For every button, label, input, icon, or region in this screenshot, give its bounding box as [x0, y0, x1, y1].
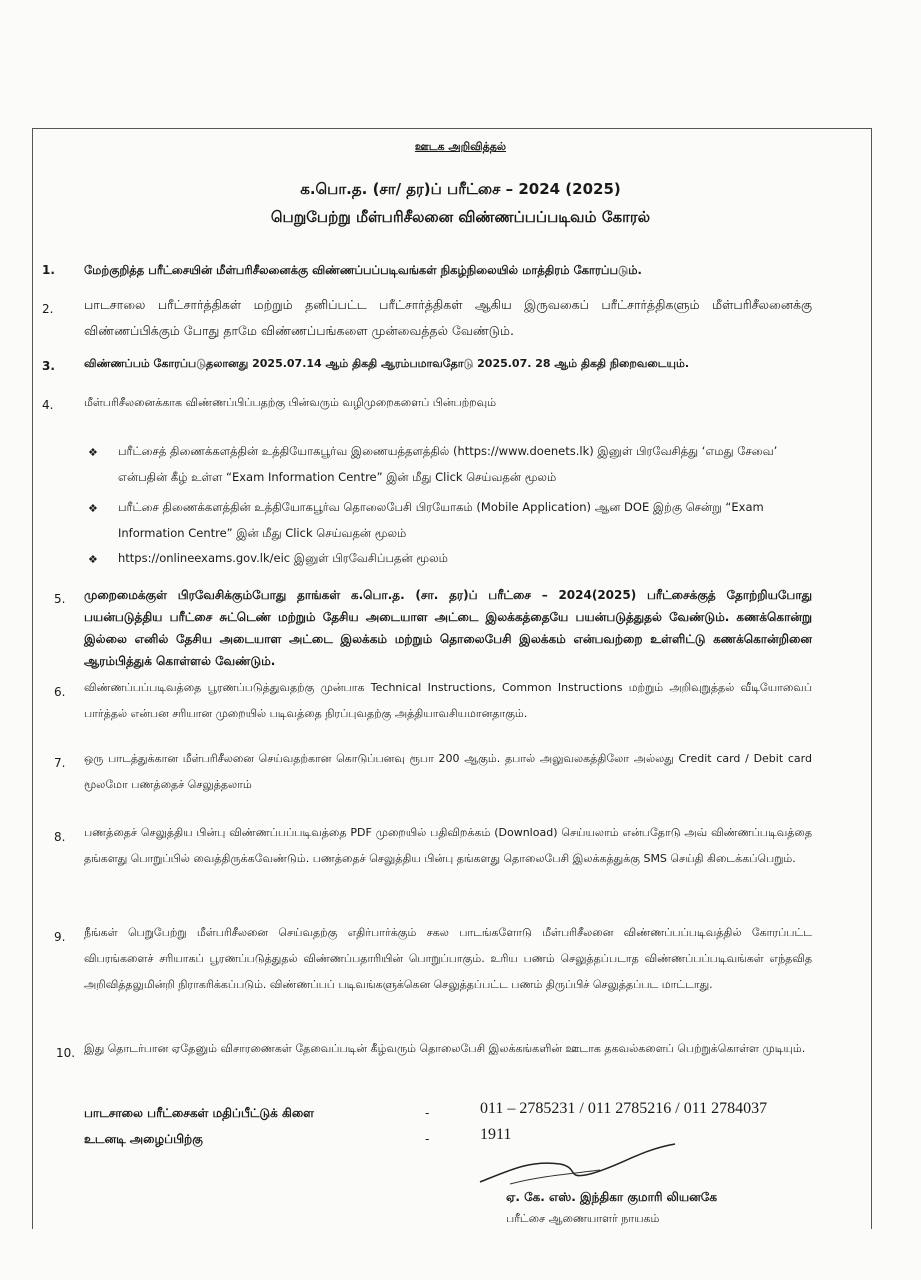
item-2-text: பாடசாலை பரீட்சார்த்திகள் மற்றும் தனிப்பட்ட பரீட்சார்த்திகள் ஆகிய இருவகைப் பரீட்சார்த்திகளும் மீள்பரிசீலனைக்கு விண்ணப்பிக்கும் போது தாமே விண்ணப்பங்களை முன்வைத்தல் வேண்டும். — [84, 297, 812, 338]
item-6-text: விண்ணப்பப்படிவத்தை பூரணப்படுத்துவதற்கு முன்பாக Technical Instructions, Common Instructions மற்றும் அறிவுறுத்தல் வீடியோவைப் பார்த்தல் என்பன சரியான முறையில் படிவத்தை நிரப்புவதற்கு அத்தியாவசியமானதாகும். — [84, 681, 812, 720]
item-number: 6. — [54, 685, 66, 699]
contact-separator: - — [425, 1106, 430, 1120]
item-8-text: பணத்தைச் செலுத்திய பின்பு விண்ணப்பப்படிவத்தை PDF முறையில் பதிவிறக்கம் (Download) செய்யலாம் என்பதோடு அவ் விண்ணப்படிவத்தை தங்களது பொறுப்பில் வைத்திருக்கவேண்டும். பணத்தைச் செலுத்திய பின்பு தங்களது தொலைபேசி இலக்கத்துக்கு SMS செய்தி கிடைக்கப்பெறும். — [84, 826, 812, 865]
item-1-text: மேற்குறித்த பரீட்சையின் மீள்பரிசீலனைக்கு விண்ணப்பப்படிவங்கள் நிகழ்நிலையில் மாத்திரம் கோரப்படும். — [84, 263, 642, 277]
item-4-text: மீள்பரிசீலனைக்காக விண்ணப்பிப்பதற்கு பின்வரும் வழிமுறைகளைப் பின்பற்றவும் — [84, 396, 497, 409]
diamond-bullet-icon: ❖ — [88, 502, 98, 515]
bullet-3-text: https://onlineexams.gov.lk/eic இனுள் பிரவேசிப்பதன் மூலம் — [118, 551, 448, 565]
diamond-bullet-icon: ❖ — [88, 553, 98, 566]
item-number: 9. — [54, 930, 66, 944]
signatory-title: பரீட்சை ஆணையாளர் நாயகம் — [506, 1212, 660, 1225]
item-9-text: நீங்கள் பெறுபேற்று மீள்பரிசீலனை செய்வதற்கு எதிர்பார்க்கும் சகல பாடங்களோடு மீள்பரிசீலனை விண்ணப்பப்படிவத்தில் கோரப்பட்ட விபரங்களைச் சரியாகப் பூரணப்படுத்துதல் விண்ணப்பதாரியின் பொறுப்பாகும். உரிய பணம் செலுத்தப்படாத விண்ணப்பப்படிவங்கள் எந்தவித அறிவித்தலுமின்றி நிராகரிக்கப்படும். விண்ணப்பப் படிவங்களுக்கென செலுத்தப்பட்ட பணம் திருப்பிச் செலுத்தப்பட மாட்டாது. — [84, 926, 812, 991]
item-number: 8. — [54, 830, 66, 844]
item-5-text: முறைமைக்குள் பிரவேசிக்கும்போது தாங்கள் க.பொ.த. (சா. தர)ப் பரீட்சை – 2024(2025) பரீட்சைக்குத் தோற்றியபோது பயன்படுத்திய பரீட்சை சுட்டெண் மற்றும் தேசிய அடையாள அட்டை இலக்கத்தையே பயன்படுத்துதல் வேண்டும். கணக்கொன்று இல்லை எனில் தேசிய அடையாள அட்டை இலக்கம் மற்றும் தொலைபேசி இலக்கம் என்பவற்றை உள்ளிட்டு கணக்கொன்றினை ஆரம்பித்துக் கொள்ளல் வேண்டும். — [84, 588, 812, 668]
item-7-text: ஒரு பாடத்துக்கான மீள்பரிசீலனை செய்வதற்கான கொடுப்பனவு ரூபா 200 ஆகும். தபால் அலுவலகத்திலோ அல்லது Credit card / Debit card மூலமோ பணத்தைச் செலுத்தலாம் — [84, 752, 812, 791]
item-number: 5. — [54, 592, 66, 606]
contact-label: உடனடி அழைப்பிற்கு — [84, 1132, 203, 1146]
item-number: 1. — [42, 263, 55, 277]
item-number: 2. — [42, 302, 54, 316]
item-10-text: இது தொடர்பான ஏதேனும் விசாரணைகள் தேவைப்படின் கீழ்வரும் தொலைபேசி இலக்கங்களின் ஊடாக தகவல்களைப் பெற்றுக்கொள்ள முடியும். — [84, 1042, 806, 1055]
item-number: 4. — [42, 398, 54, 412]
diamond-bullet-icon: ❖ — [88, 446, 98, 459]
contact-separator: - — [425, 1132, 430, 1146]
exam-title: க.பொ.த. (சா/ தர)ப் பரீட்சை – 2024 (2025) — [300, 180, 621, 198]
item-3-text: விண்ணப்பம் கோரப்படுதலானது 2025.07.14 ஆம் திகதி ஆரம்பமாவதோடு 2025.07. 28 ஆம் திகதி நிறைவடையும். — [84, 357, 690, 370]
media-notice-heading: ஊடக அறிவித்தல் — [414, 140, 507, 153]
signatory-name: ஏ. கே. எஸ். இந்திகா குமாரி லியனகே — [506, 1190, 718, 1204]
item-number: 10. — [56, 1046, 76, 1060]
item-number: 3. — [42, 359, 55, 373]
bullet-2-text: பரீட்சை திணைக்களத்தின் உத்தியோகபூர்வ தொலைபேசி பிரயோகம் (Mobile Application) ஆன DOE இற்கு சென்று “Exam Information Centre” இன் மீது Click செய்வதன் மூலம் — [118, 500, 764, 540]
contact-phone: 1911 — [480, 1126, 512, 1143]
bullet-1-text: பரீட்சைத் திணைக்களத்தின் உத்தியோகபூர்வ இணையத்தளத்தில் (https://www.doenets.lk) இனுள் பிரவேசித்து ‘எமது சேவை’ என்பதின் கீழ் உள்ள “Exam Information Centre” இன் மீது Click செய்வதன் மூலம் — [118, 444, 778, 484]
contact-label: பாடசாலை பரீட்சைகள் மதிப்பீட்டுக் கிளை — [84, 1106, 314, 1120]
signature-image — [470, 1140, 730, 1190]
contact-phone: 011 – 2785231 / 011 2785216 / 011 2784037 — [480, 1100, 768, 1117]
item-number: 7. — [54, 756, 66, 770]
notice-subject: பெறுபேற்று மீள்பரிசீலனை விண்ணப்பப்படிவம் கோரல் — [270, 208, 651, 226]
